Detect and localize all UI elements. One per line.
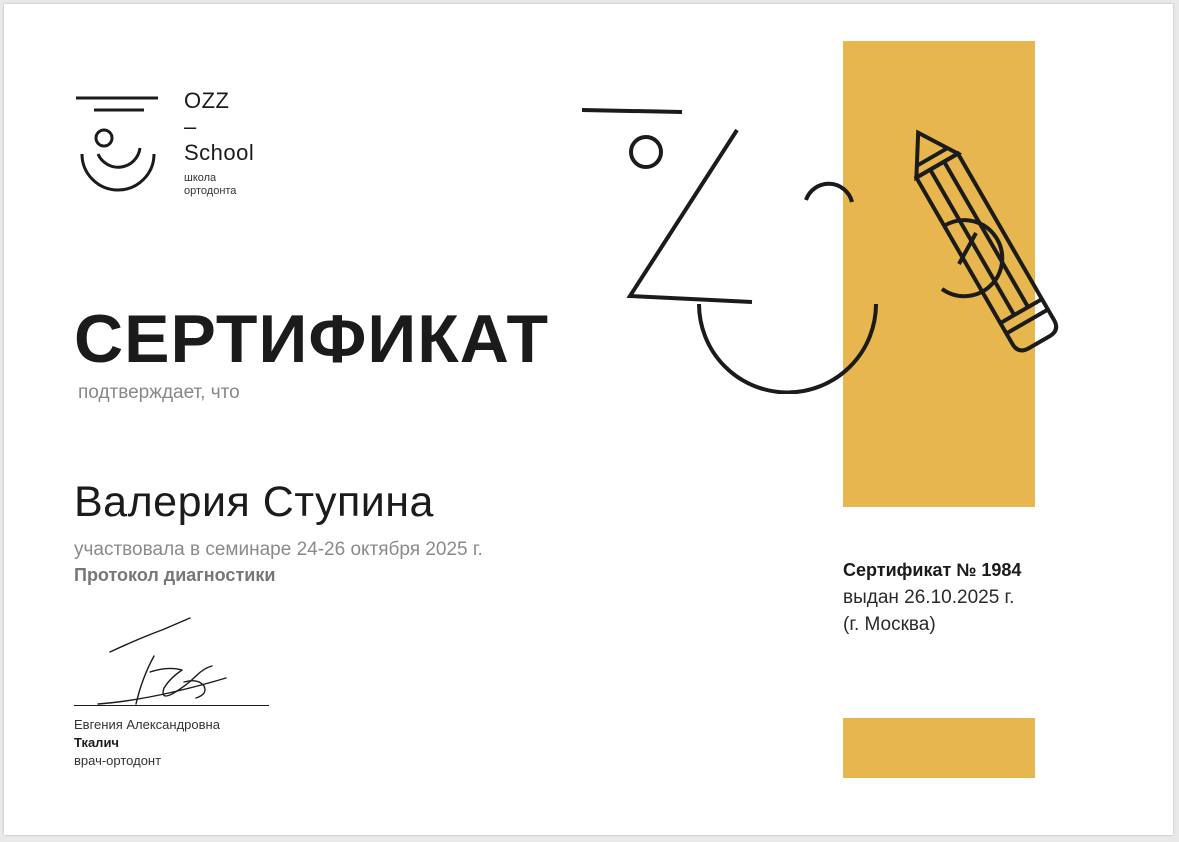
certificate-page	[4, 4, 1173, 835]
logo-line-school: School	[184, 140, 255, 165]
signer-last-name: Ткалич	[74, 735, 119, 750]
logo-line-ozz: OZZ	[184, 88, 230, 113]
recipient-name: Валерия Ступина	[74, 478, 434, 526]
logo-wordmark	[184, 90, 254, 198]
face-with-pencil-illustration	[574, 84, 1114, 394]
signer-role: врач-ортодонт	[74, 753, 162, 768]
signer-first-names: Евгения Александровна	[74, 717, 220, 732]
logo-mark-icon	[74, 92, 164, 200]
certificate-number: Сертификат № 1984	[843, 560, 1022, 580]
certificate-subtitle: подтверждает, что	[78, 382, 240, 403]
accent-bar-bottom	[843, 718, 1035, 778]
course-name: Протокол диагностики	[74, 565, 276, 585]
signature-line	[74, 705, 269, 706]
logo-sub-orthodontist: ортодонта	[184, 185, 237, 197]
logo-sub-school: школа	[184, 172, 217, 184]
certificate-title: СЕРТИФИКАТ	[74, 301, 550, 377]
signature-image	[92, 616, 232, 708]
issue-date: выдан 26.10.2025 г.	[843, 587, 1015, 608]
participation-text: участвовала в семинаре 24-26 октября 2025 г.	[74, 539, 483, 560]
logo-line-dash: –	[184, 114, 197, 139]
issue-city: (г. Москва)	[843, 614, 936, 635]
